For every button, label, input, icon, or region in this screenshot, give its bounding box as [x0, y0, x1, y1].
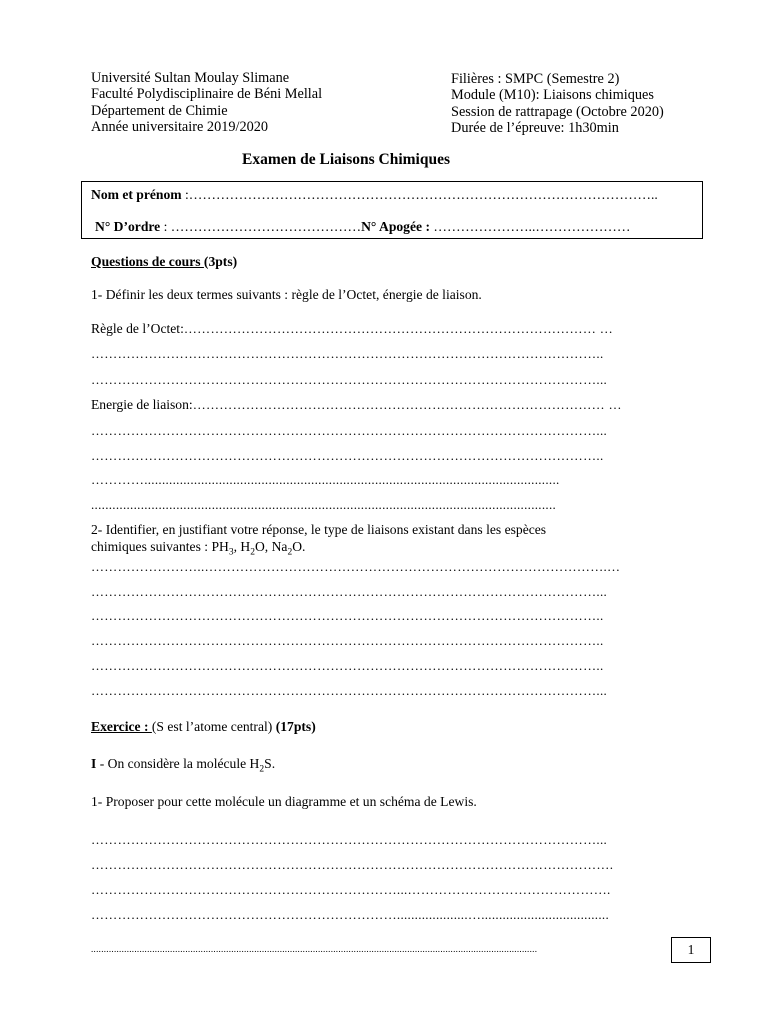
faculty-name: Faculté Polydisciplinaire de Béni Mellal	[91, 86, 323, 103]
course-heading-text: Questions de cours	[91, 254, 204, 269]
order-field-row	[95, 219, 631, 235]
name-label: Nom et prénom	[91, 187, 182, 202]
page-number: 1	[671, 937, 711, 963]
exercise-points: (17pts)	[275, 719, 316, 734]
q2-text: , H	[233, 539, 251, 554]
answer-line[interactable]: ……………………..……………………………………………………………………………….…	[91, 559, 621, 574]
answer-line[interactable]: ……………………………………………………………………………………………………...	[91, 584, 608, 599]
academic-year: Année universitaire 2019/2020	[91, 119, 269, 136]
answer-line[interactable]: ……………………………………………………………………………………………………..	[91, 448, 604, 463]
header-institution	[91, 70, 322, 136]
question-2-line-2	[91, 539, 306, 558]
order-field[interactable]: : ……………………………………	[160, 219, 362, 234]
name-field-row	[91, 187, 658, 203]
answer-line[interactable]: ………………………………………………………………………………… …	[183, 321, 614, 336]
q2-text: O, Na	[254, 539, 288, 554]
answer-line[interactable]: ……………………………………………………………………………………………………...	[91, 423, 608, 438]
course-points: (3pts)	[203, 254, 238, 269]
exercise-heading	[91, 719, 316, 735]
answer-line[interactable]: ……………………………………………………………………………………………………..	[91, 658, 604, 673]
octet-label: Règle de l’Octet:	[91, 321, 184, 336]
question-1: 1- Définir les deux termes suivants : règle de l’Octet, énergie de liaison.	[91, 287, 482, 302]
order-label: N° D’ordre	[95, 219, 161, 234]
apogee-field[interactable]: …………………..…………………	[429, 219, 631, 234]
answer-line[interactable]: ……………………………………………………………………………………………………….	[91, 857, 614, 872]
q2-subscript: 2	[250, 547, 255, 558]
answer-line[interactable]: ……………………………………………………………...……………………………………….	[91, 882, 611, 897]
answer-line[interactable]: ……………………………………………………………………………………………………..	[91, 346, 604, 361]
exercise-part-1	[91, 756, 276, 775]
apogee-label: N° Apogée :	[361, 219, 430, 234]
q2-subscript: 3	[228, 547, 234, 558]
part-label: I	[91, 756, 97, 771]
exercise-heading-text: Exercice :	[91, 719, 152, 734]
answer-line[interactable]: ...............................................................................................................................................................................	[91, 944, 538, 954]
q2-text: O.	[292, 539, 306, 554]
header-exam-info	[451, 71, 664, 137]
answer-line[interactable]: ……………………………………………………………………………………………………...	[91, 372, 608, 387]
q2-text: chimiques suivantes : PH	[91, 539, 229, 554]
exercise-question-1: 1- Proposer pour cette molécule un diagramme et un schéma de Lewis.	[91, 794, 477, 809]
module-info: Module (M10): Liaisons chimiques	[451, 87, 654, 104]
session-info: Session de rattrapage (Octobre 2020)	[451, 103, 664, 120]
part-text: - On considère la molécule H	[96, 756, 260, 771]
liaison-label: Energie de liaison:	[91, 397, 193, 412]
answer-line[interactable]: ……………………………………………………………………………………………………..	[91, 608, 604, 623]
answer-line[interactable]: ...................................................................................................................................	[91, 497, 557, 512]
question-2-line-1: 2- Identifier, en justifiant votre réponse, le type de liaisons existant dans les espèces	[91, 522, 547, 537]
department-name: Département de Chimie	[91, 102, 228, 119]
duration-info: Durée de l’épreuve: 1h30min	[451, 120, 619, 137]
exercise-note: (S est l’atome central)	[151, 719, 276, 734]
page-title: Examen de Liaisons Chimiques	[242, 151, 451, 168]
part-subscript: 2	[259, 764, 265, 775]
octet-answer-row	[91, 321, 613, 337]
answer-line[interactable]: ……………………………………………………………………………………………………..	[91, 633, 604, 648]
answer-line[interactable]: ……………………………………………………………………………………………………...	[91, 683, 608, 698]
name-field[interactable]: :…………………………………………………………………………………………..	[181, 187, 658, 202]
answer-line[interactable]: ……………………………………………………………....................…....................................	[91, 907, 609, 922]
q2-subscript: 2	[287, 547, 293, 558]
university-name: Université Sultan Moulay Slimane	[91, 70, 290, 86]
answer-line[interactable]: ………………………………………………………………………………… …	[192, 397, 622, 412]
answer-line[interactable]: ………….....................................................................................................................	[91, 472, 560, 487]
liaison-answer-row	[91, 397, 622, 413]
program-info: Filières : SMPC (Semestre 2)	[451, 71, 620, 87]
answer-line[interactable]: ……………………………………………………………………………………………………...	[91, 832, 608, 847]
part-text: S.	[264, 756, 276, 771]
course-heading	[91, 254, 237, 270]
